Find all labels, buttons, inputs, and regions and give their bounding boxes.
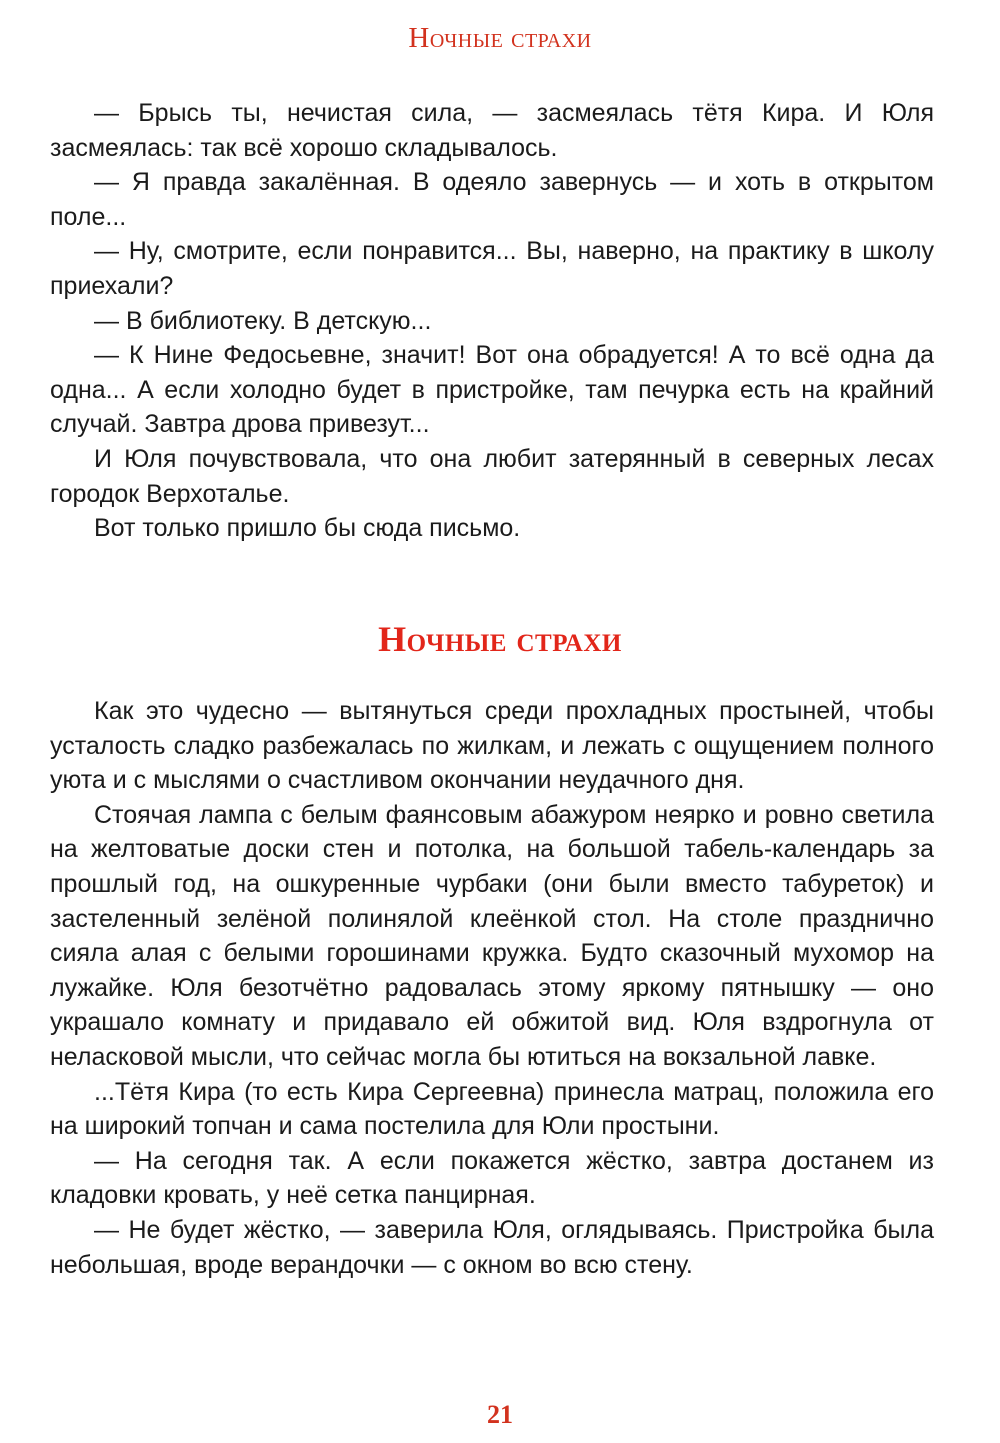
chapter-title: Ночные страхи [378,619,622,659]
paragraph: — Брысь ты, нечистая сила, — засмеялась тётя Кира. И Юля засмеялась: так всё хорошо складывалось. [50,99,934,162]
paragraph: — Ну, смотрите, если понравится... Вы, наверно, на практику в школу приехали? [50,237,934,300]
running-head: Ночные страхи [408,22,592,54]
text-block-chapter [50,694,934,1282]
paragraph: Как это чудесно — вытянуться среди прохладных простыней, чтобы усталость сладко разбежалась по жилкам, и лежать с ощущением полного уюта и с мыслями о счастливом окончании неудачного дня. [50,697,934,795]
paragraph: — К Нине Федосьевне, значит! Вот она обрадуется! А то всё одна да одна... А если холодно будет в пристройке, там печурка есть на крайний случай. Завтра дрова привезут... [50,341,934,439]
paragraph: Вот только пришло бы сюда письмо. [94,514,521,543]
paragraph: ...Тётя Кира (то есть Кира Сергеевна) принесла матрац, положила его на широкий топчан и сама постелила для Юли простыни. [50,1077,934,1141]
paragraph: — На сегодня так. А если покажется жёстко, завтра достанем из кладовки кровать, у неё сетка панцирная. [50,1146,934,1210]
paragraph: Стоячая лампа с белым фаянсовым абажуром неярко и ровно светила на желтоватые доски стен и потолка, на большой табель-календарь за прошлый год, на ошкуренные чурбаки (они были вместо табуреток) и застеленный зелёной полинялой клеёнкой стол. На столе празднично сияла алая с белыми горошинами кружка. Будто сказочный мухомор на лужайке. Юля безотчётно радовалась этому яркому пятнышку — оно украшало комнату и придавало ей обжитой вид. Юля вздрогнула от неласковой мысли, что сейчас могла бы ютиться на вокзальной лавке. [50,800,934,1071]
paragraph: — Не будет жёстко, — заверила Юля, оглядываясь. Пристройка была небольшая, вроде верандочки — с окном во всю стену. [50,1215,934,1279]
text-block-previous-chapter [50,96,934,546]
paragraph: И Юля почувствовала, что она любит затерянный в северных лесах городок Верхоталье. [50,444,934,508]
paragraph: — Я правда закалённая. В одеяло завернусь — и хоть в открытом поле... [50,168,934,231]
page-number: 21 [487,1400,513,1429]
paragraph: — В библиотеку. В детскую... [94,306,432,335]
